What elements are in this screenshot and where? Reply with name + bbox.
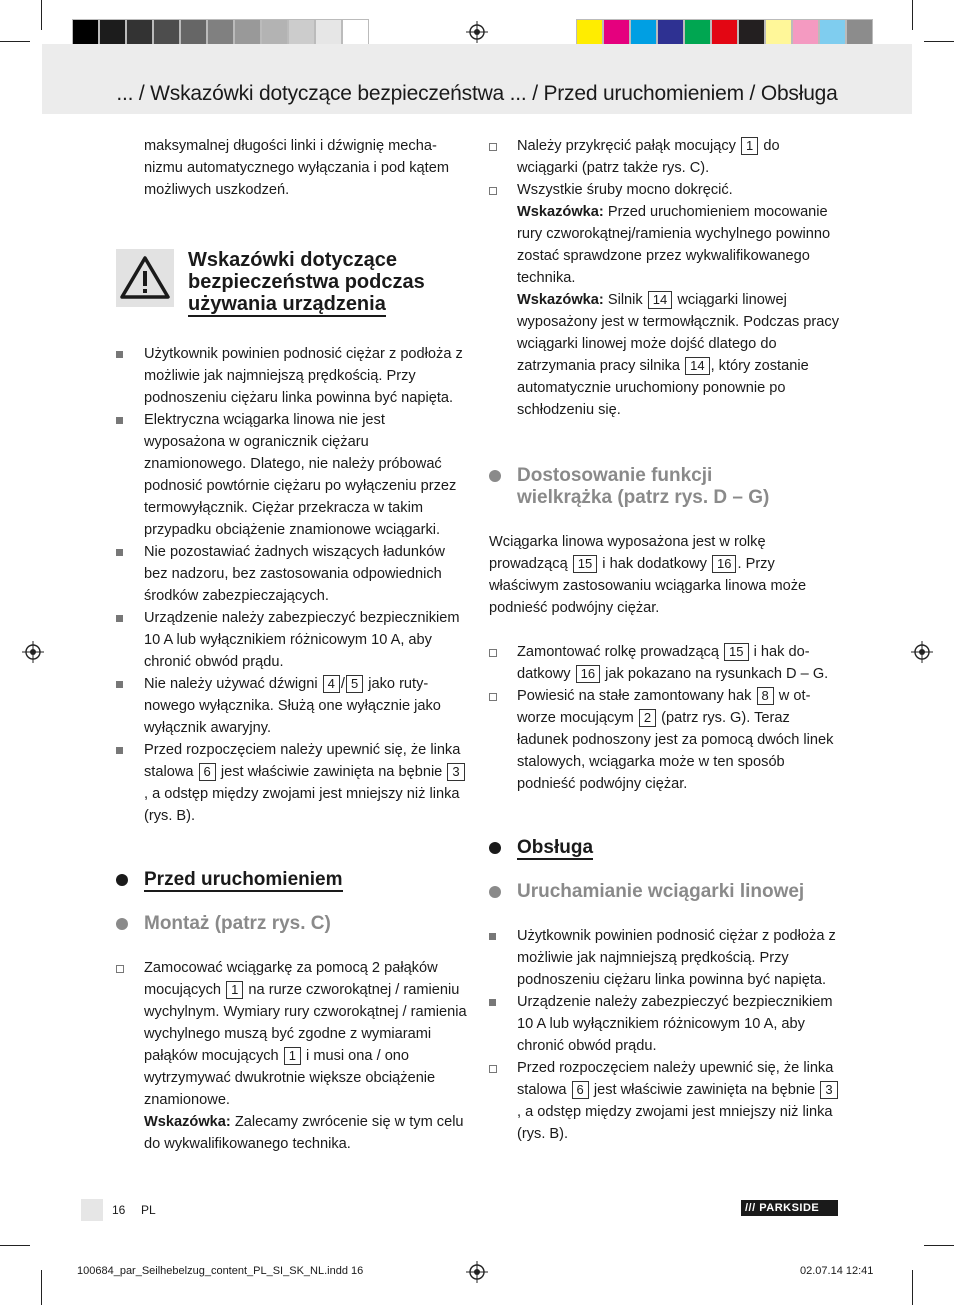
color-swatch — [234, 19, 261, 47]
color-swatch — [738, 19, 765, 47]
color-swatch — [603, 19, 630, 47]
part-number: 16 — [576, 665, 600, 683]
part-number: 3 — [820, 1081, 837, 1099]
pulley-paragraph: Wciągarka linowa wyposażona jest w rolkę prowadzącą 15 i hak dodatkowy 16 . Przy właściwym zastosowaniu wciągarka linowa może podnieść podwójny ciężar. — [489, 534, 807, 616]
part-number: 5 — [346, 675, 363, 693]
part-number: 14 — [685, 357, 709, 375]
registration-mark-icon — [911, 641, 933, 663]
registration-mark-icon — [22, 641, 44, 663]
section-heading-pulley: Dostosowanie funkcji wielkrążka (patrz rys. D – G) — [489, 465, 839, 509]
part-number: 4 — [323, 675, 340, 693]
color-swatch — [792, 19, 819, 47]
color-swatch — [180, 19, 207, 47]
crop-mark — [912, 0, 913, 30]
color-swatch — [126, 19, 153, 47]
intro-paragraph: maksymalnej długości linki i dźwignię mechanizmu automatycznego wyłączania i pod kątem możliwych uszkodzeń. — [144, 138, 450, 198]
section-heading-operation: Obsługa — [489, 837, 839, 859]
left-column — [116, 135, 468, 1155]
page-number-box — [81, 1199, 103, 1221]
part-number: 1 — [284, 1047, 301, 1065]
warning-heading — [116, 249, 468, 315]
section-heading-before-start: Przed uruchomieniem — [116, 869, 468, 891]
part-number: 15 — [573, 555, 597, 573]
color-swatch — [315, 19, 342, 47]
registration-mark-icon — [466, 1261, 488, 1283]
date-slug: 02.07.14 12:41 — [800, 1265, 874, 1277]
registration-mark-icon — [466, 21, 488, 43]
file-slug: 100684_par_Seilhebelzug_content_PL_SI_SK_NL.indd 16 — [77, 1265, 364, 1277]
list-item: Urządzenie należy zabezpieczyć bezpiecznikiem 10 A lub wyłącznikiem różnicowym 10 A, aby chronić obwód prądu. — [116, 607, 468, 673]
grey-color-bar — [72, 19, 369, 47]
crop-mark — [924, 1245, 954, 1246]
part-number: 16 — [712, 555, 736, 573]
list-item: Zamontować rolkę prowadzącą 15 i hak dodatkowy 16 jak pokazano na rysunkach D – G. — [489, 641, 839, 685]
list-item: Przed rozpoczęciem należy upewnić się, że linka stalowa 6 jest właściwie zawinięta na bębnie 3, a odstęp między zwojami jest mniejszy niż linka (rys. B). — [116, 739, 468, 827]
part-number: 14 — [648, 291, 672, 309]
part-number: 3 — [447, 763, 464, 781]
color-swatch — [711, 19, 738, 47]
crop-mark — [41, 0, 42, 30]
note: Wskazówka: Przed uruchomieniem mocowanie rury czworokątnej/ramienia wychylnego powinno zostać sprawdzone przez wykwalifikowanego technika. — [517, 204, 831, 286]
right-column — [489, 135, 839, 1145]
crop-mark — [912, 1270, 913, 1305]
color-swatch — [684, 19, 711, 47]
page-number: 16 — [112, 1203, 126, 1217]
list-item: Należy przykręcić pałąk mocujący 1 do wciągarki (patrz także rys. C). — [489, 135, 839, 179]
color-swatch — [846, 19, 873, 47]
list-item: Przed rozpoczęciem należy upewnić się, że linka stalowa 6 jest właściwie zawinięta na bębnie 3, a odstęp między zwojami jest mniejszy niż linka (rys. B). — [489, 1057, 839, 1145]
list-item: Powiesić na stałe zamontowany hak 8 w otworze mocującym 2 (patrz rys. G). Teraz ładunek podnoszony jest za pomocą dwóch linek stalowych, wciągarka może w ten sposób podnieść podwójny ciężar. — [489, 685, 839, 795]
note: Wskazówka: Silnik 14 wciągarki linowej wyposażony jest w termowłącznik. Podczas pracy wciągarki linowej może dojść dlatego do zatrzymania pracy silnika 14 , który zostanie automatycznie uruchomiony ponownie po schłodzeniu się. — [517, 292, 839, 418]
color-swatch — [153, 19, 180, 47]
color-swatch — [261, 19, 288, 47]
list-item: Nie pozostawiać żadnych wiszących ładunków bez nadzoru, bez zastosowania odpowiednich środków zabezpieczających. — [116, 541, 468, 607]
part-number: 6 — [199, 763, 216, 781]
color-swatch — [99, 19, 126, 47]
parkside-logo: /// PARKSIDE — [741, 1200, 838, 1216]
list-item: Użytkownik powinien podnosić ciężar z podłoża z możliwie jak najmniejszą prędkością. Przy podnoszeniu ciężaru linka powinna być napięta. — [116, 343, 468, 409]
list-item: Nie należy używać dźwigni 4 / 5 jako rutynowego wyłącznika. Służą one wyłącznie jako wyłącznik awaryjny. — [116, 673, 468, 739]
color-swatch — [630, 19, 657, 47]
part-number: 1 — [226, 981, 243, 999]
safety-list — [116, 343, 468, 827]
warning-triangle-icon — [116, 249, 174, 307]
list-item: Wszystkie śruby mocno dokręcić. Wskazówka: Przed uruchomieniem mocowanie rury czworokątnej/ramienia wychylnego powinno zostać sprawdzone przez wykwalifikowanego technika. Wskazówka: Silnik 14 wciągarki linowej wyposażony jest w termowłącznik. Podczas pracy wciągarki linowej może dojść dlatego do zatrzymania pracy silnika 14 , który zostanie automatycznie uruchomiony ponownie po schłodzeniu się. — [489, 179, 839, 421]
color-swatch — [207, 19, 234, 47]
part-number: 15 — [724, 643, 748, 661]
crop-mark — [0, 41, 30, 42]
operation-list — [489, 925, 839, 1145]
note: Wskazówka: Zalecamy zwrócenie się w tym celu do wykwalifikowanego technika. — [144, 1114, 464, 1152]
color-swatch — [765, 19, 792, 47]
crop-mark — [0, 1245, 30, 1246]
part-number: 6 — [572, 1081, 589, 1099]
list-item: Użytkownik powinien podnosić ciężar z podłoża z możliwie jak najmniejszą prędkością. Przy podnoszeniu ciężaru linka powinna być napięta. — [489, 925, 839, 991]
warning-title-line: Wskazówki dotyczące — [188, 249, 397, 271]
color-swatch — [72, 19, 99, 47]
process-color-bar — [576, 19, 873, 47]
crop-mark — [924, 41, 954, 42]
language-code: PL — [141, 1203, 156, 1217]
warning-icon-box — [116, 249, 174, 307]
section-heading-start-winch: Uruchamianie wciągarki linowej — [489, 881, 839, 903]
part-number: 8 — [757, 687, 774, 705]
color-swatch — [576, 19, 603, 47]
list-item: Urządzenie należy zabezpieczyć bezpiecznikiem 10 A lub wyłącznikiem różnicowym 10 A, aby chronić obwód prądu. — [489, 991, 839, 1057]
color-swatch — [288, 19, 315, 47]
color-swatch — [342, 19, 369, 47]
part-number: 2 — [639, 709, 656, 727]
page-title: ... / Wskazówki dotyczące bezpieczeństwa ... / Przed uruchomieniem / Obsługa — [116, 82, 838, 105]
list-item: Elektryczna wciągarka linowa nie jest wyposażona w ogranicznik ciężaru znamionowego. Dlatego, nie należy próbować podnosić powtórnie ciężaru po wyłączeniu przez termowyłącznik. Ciężar przekracza w takim przypadku obciążenie znamionowe wciągarki. — [116, 409, 468, 541]
warning-title-line: bezpieczeństwa podczas — [188, 271, 425, 293]
list-item: Zamocować wciągarkę za pomocą 2 pałąków mocujących 1 na rurze czworokątnej / ramieniu wychylnym. Wymiary rury czworokątnej / ramienia wychylnego muszą być zgodne z wymiarami pałąków mocujących 1 i musi ona / ono wytrzymywać dwukrotnie większe obciążenie znamionowe. Wskazówka: Zalecamy zwrócenie się w tym celu do wykwalifikowanego technika. — [116, 957, 468, 1155]
crop-mark — [41, 1270, 42, 1305]
warning-title — [188, 249, 468, 315]
section-heading-mounting: Montaż (patrz rys. C) — [116, 913, 468, 935]
color-swatch — [819, 19, 846, 47]
warning-title-line: używania urządzenia — [188, 293, 386, 315]
color-swatch — [657, 19, 684, 47]
part-number: 1 — [741, 137, 758, 155]
